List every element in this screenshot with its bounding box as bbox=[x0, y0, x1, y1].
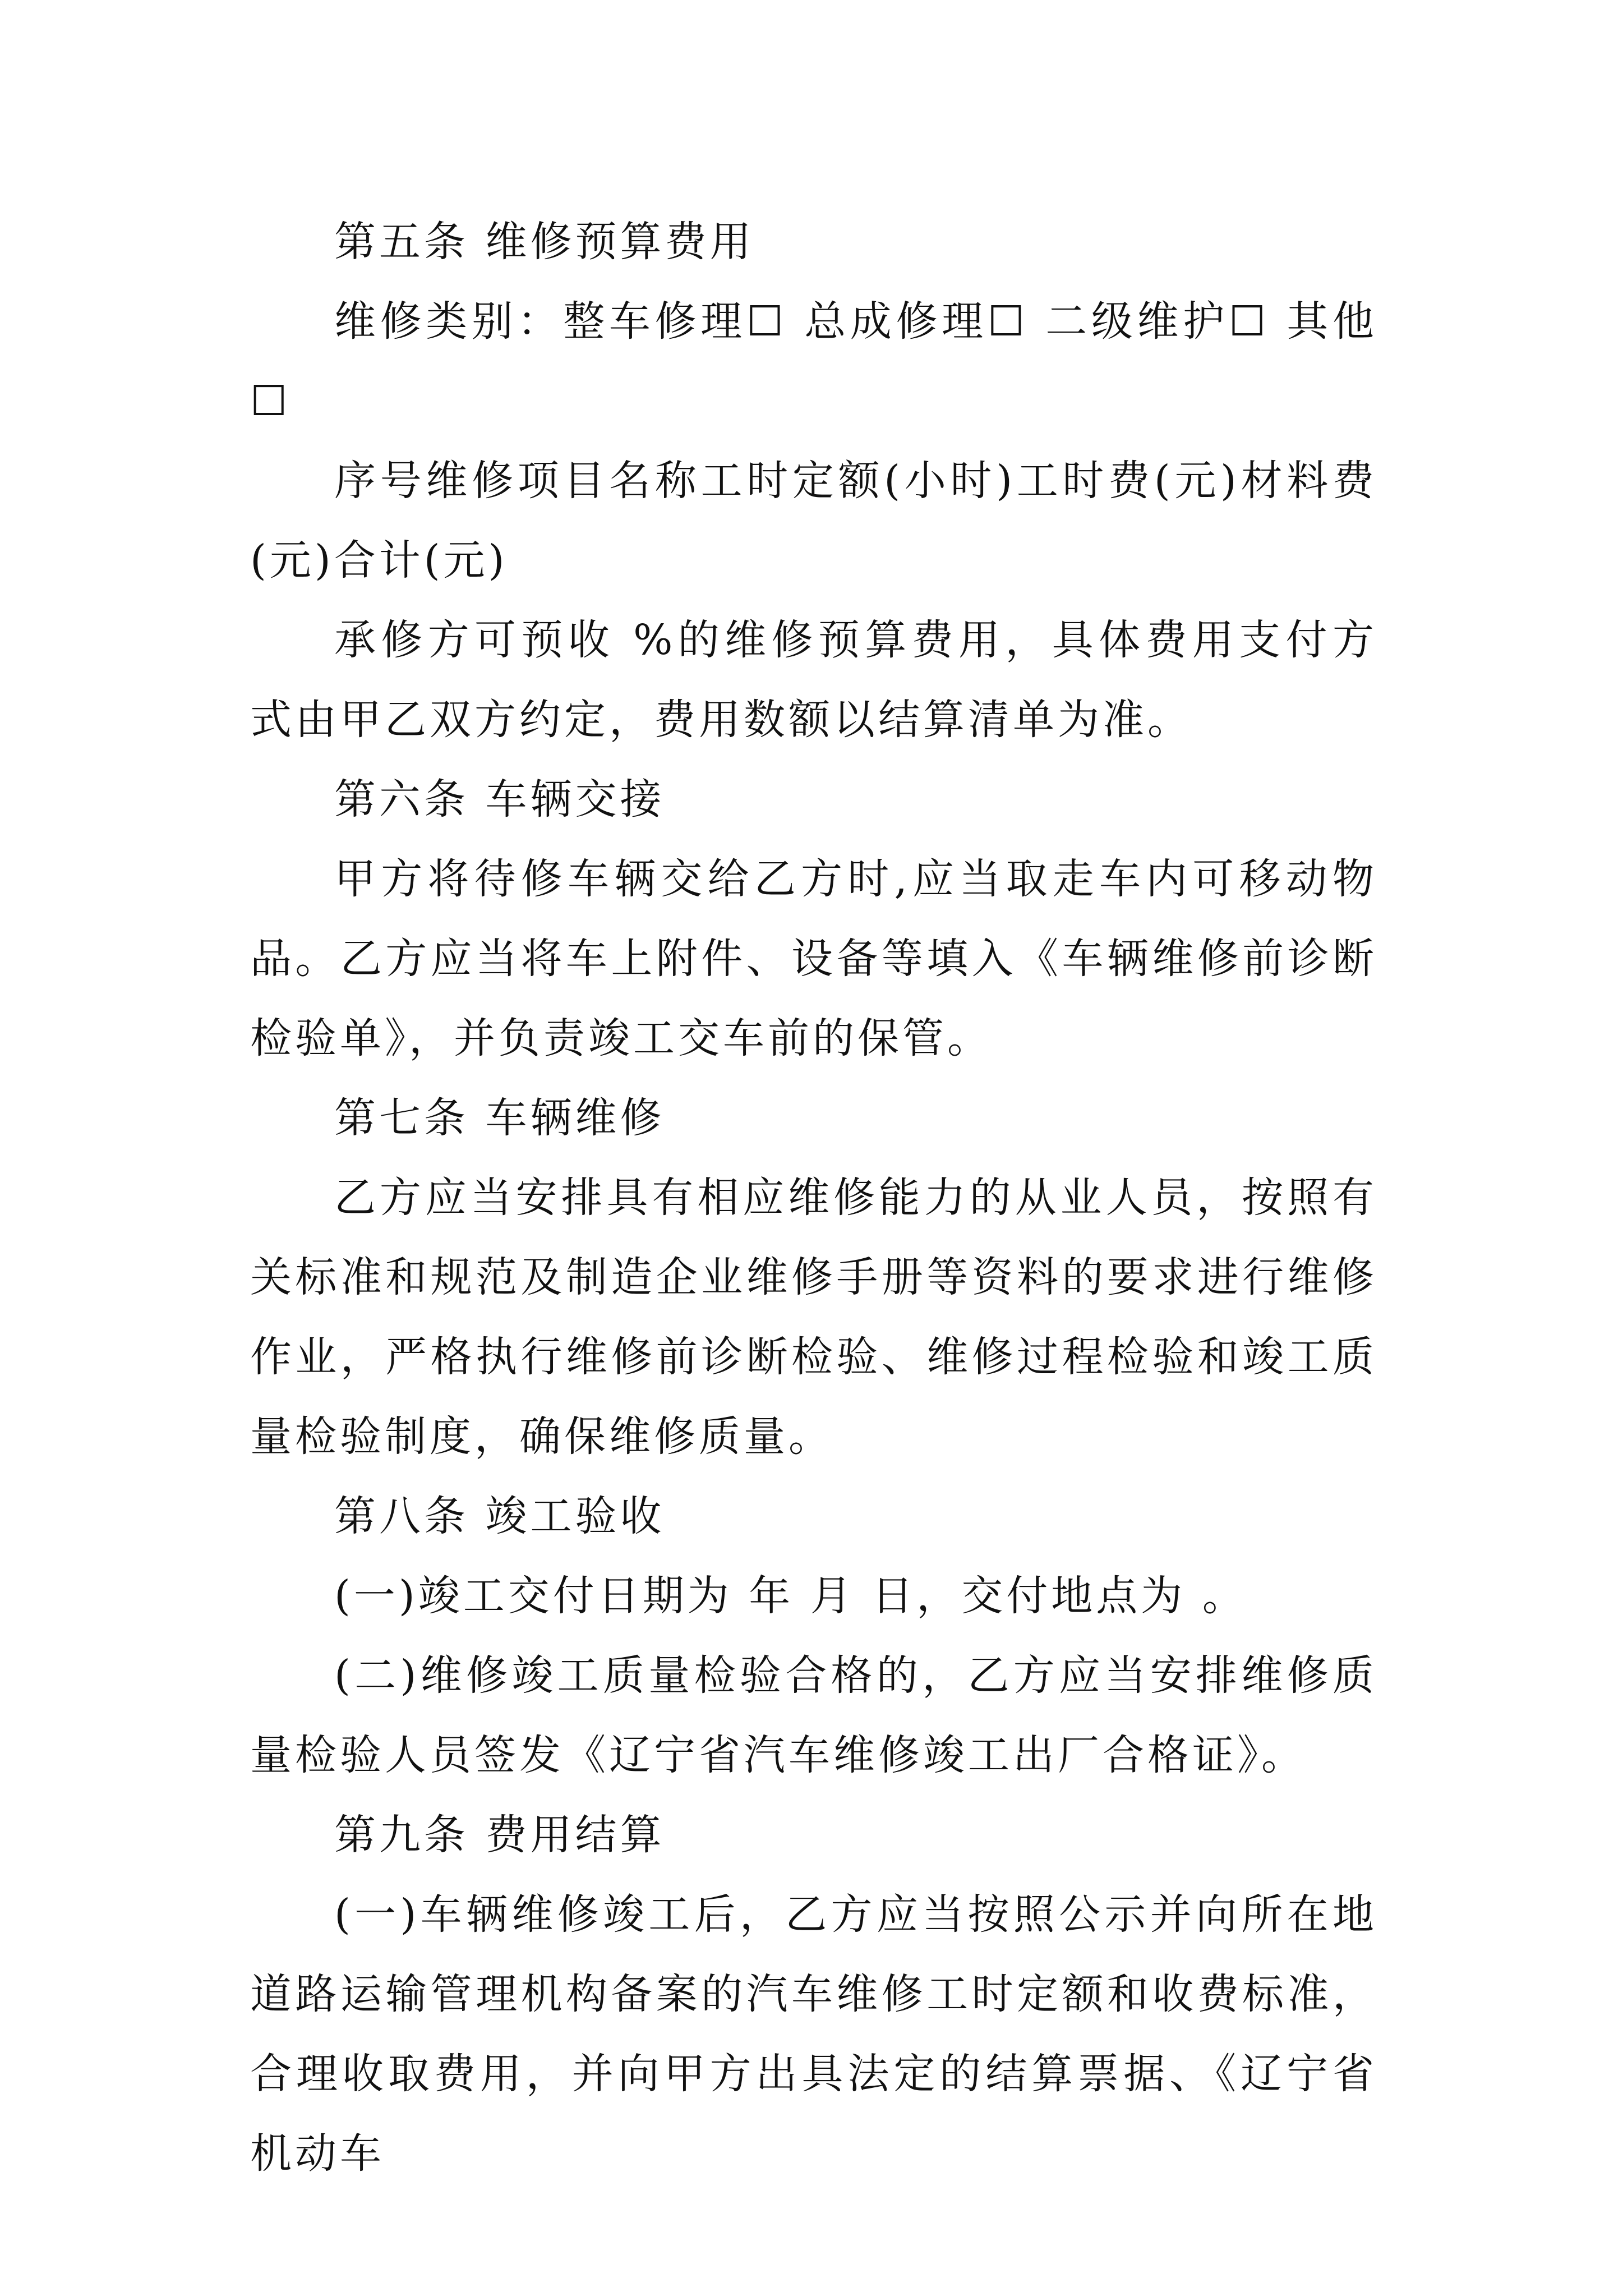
article-7-paragraph: 乙方应当安排具有相应维修能力的从业人员，按照有关标准和规范及制造企业维修手册等资料的要求进行维修作业，严格执行维修前诊断检验、维修过程检验和竣工质量检验制度，确保维修质量。 bbox=[250, 1174, 1377, 1461]
article-5-title: 第五条 维修预算费用 bbox=[334, 218, 755, 266]
document-body bbox=[250, 202, 1377, 2193]
prepayment-paragraph: 承修方可预收 %的维修预算费用，具体费用支付方式由甲乙双方约定，费用数额以结算清单为准。 bbox=[250, 616, 1377, 744]
article-8-title: 第八条 竣工验收 bbox=[334, 1492, 665, 1540]
article-8-item-2: (二)维修竣工质量检验合格的，乙方应当安排维修质量检验人员签发《辽宁省汽车维修竣工出厂合格证》。 bbox=[250, 1651, 1377, 1779]
cost-table-header-paragraph: 序号维修项目名称工时定额(小时)工时费(元)材料费(元)合计(元) bbox=[250, 457, 1377, 585]
repair-category-paragraph: 维修类别：整车修理☐ 总成修理☐ 二级维护☐ 其他☐ bbox=[250, 297, 1377, 425]
article-9-title: 第九条 费用结算 bbox=[334, 1811, 665, 1859]
article-7-title: 第七条 车辆维修 bbox=[334, 1094, 665, 1142]
article-9-item-1: (一)车辆维修竣工后，乙方应当按照公示并向所在地道路运输管理机构备案的汽车维修工时定额和收费标准，合理收取费用，并向甲方出具法定的结算票据、《辽宁省机动车 bbox=[250, 1890, 1377, 2178]
article-6-paragraph: 甲方将待修车辆交给乙方时,应当取走车内可移动物品。乙方应当将车上附件、设备等填入《车辆维修前诊断检验单》，并负责竣工交车前的保管。 bbox=[250, 855, 1377, 1062]
article-8-item-1: (一)竣工交付日期为 年 月 日，交付地点为 。 bbox=[334, 1572, 1247, 1620]
article-6-title: 第六条 车辆交接 bbox=[334, 775, 665, 823]
